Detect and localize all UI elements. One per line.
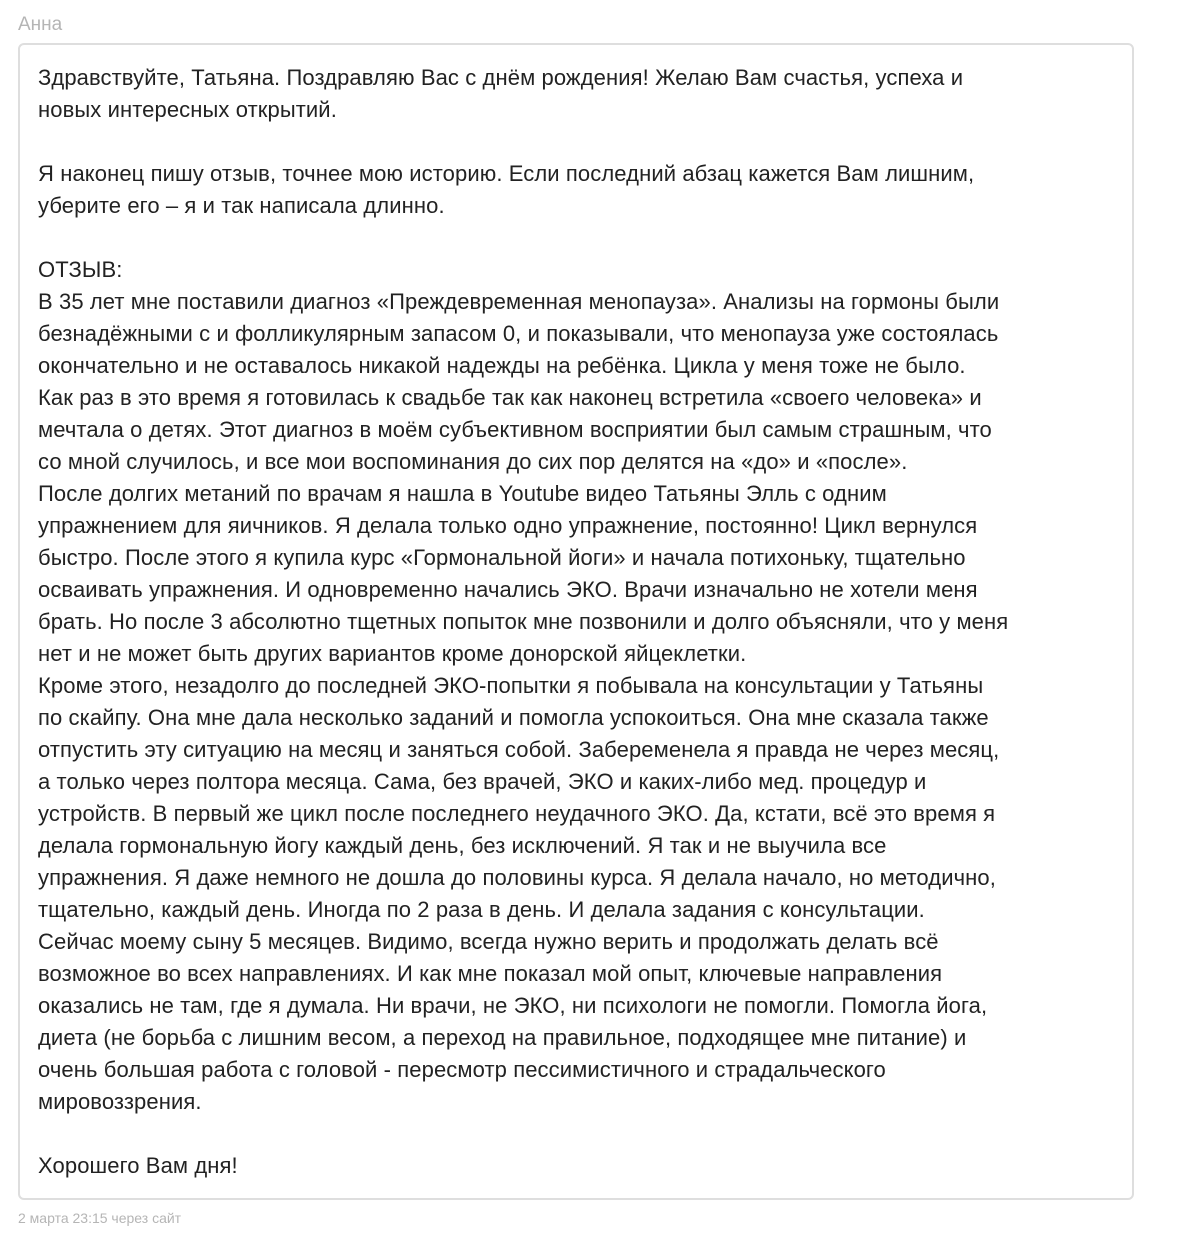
comment-line: брать. Но после 3 абсолютно тщетных попыток мне позвонили и долго объясняли, что у меня — [38, 609, 1009, 634]
comment-line — [38, 126, 1114, 158]
comment-line: по скайпу. Она мне дала несколько заданий и помогла успокоиться. Она мне сказала также — [38, 705, 989, 730]
comment-line: а только через полтора месяца. Сама, без врачей, ЭКО и каких-либо мед. процедур и — [38, 769, 927, 794]
comment-line: быстро. После этого я купила курс «Гормональной йоги» и начала потихоньку, тщательно — [38, 545, 966, 570]
comment-line: уберите его – я и так написала длинно. — [38, 193, 445, 218]
comment-line: Сейчас моему сыну 5 месяцев. Видимо, всегда нужно верить и продолжать делать всё — [38, 929, 939, 954]
comment-line: окончательно и не оставалось никакой надежды на ребёнка. Цикла у меня тоже не было. — [38, 353, 966, 378]
comment-line: Я наконец пишу отзыв, точнее мою историю. Если последний абзац кажется Вам лишним, — [38, 161, 975, 186]
comment-line: тщательно, каждый день. Иногда по 2 раза в день. И делала задания с консультации. — [38, 897, 925, 922]
comment-line: отпустить эту ситуацию на месяц и заняться собой. Забеременела я правда не через месяц, — [38, 737, 1000, 762]
comment-author: Анна — [18, 14, 63, 35]
comment-line: После долгих метаний по врачам я нашла в Youtube видео Татьяны Элль с одним — [38, 481, 887, 506]
comment-line: Здравствуйте, Татьяна. Поздравляю Вас с днём рождения! Желаю Вам счастья, успеха и — [38, 65, 964, 90]
comment-line: безнадёжными с и фолликулярным запасом 0, и показывали, что менопауза уже состоялась — [38, 321, 999, 346]
comment-text — [38, 62, 1114, 1182]
comment-line: оказались не там, где я думала. Ни врачи, не ЭКО, ни психологи не помогли. Помогла йога, — [38, 993, 988, 1018]
comment-line: упражнения. Я даже немного не дошла до половины курса. Я делала начало, но методично, — [38, 865, 996, 890]
comment-line: Как раз в это время я готовилась к свадьбе так как наконец встретила «своего человека» и — [38, 385, 982, 410]
comment-line: устройств. В первый же цикл после последнего неудачного ЭКО. Да, кстати, всё это время я — [38, 801, 996, 826]
comment-line: В 35 лет мне поставили диагноз «Преждевременная менопауза». Анализы на гормоны были — [38, 289, 1000, 314]
comment-line: диета (не борьба с лишним весом, а переход на правильное, подходящее мне питание) и — [38, 1025, 967, 1050]
comment-line: очень большая работа с головой - пересмотр пессимистичного и страдальческого — [38, 1057, 886, 1082]
comment-meta: 2 марта 23:15 через сайт — [18, 1210, 182, 1226]
comment-line: Кроме этого, незадолго до последней ЭКО-попытки я побывала на консультации у Татьяны — [38, 673, 984, 698]
comment-line: новых интересных открытий. — [38, 97, 337, 122]
comment-line: со мной случилось, и все мои воспоминания до сих пор делятся на «до» и «после». — [38, 449, 908, 474]
comment-line: упражнением для яичников. Я делала только одно упражнение, постоянно! Цикл вернулся — [38, 513, 978, 538]
comment-line: ОТЗЫВ: — [38, 257, 123, 282]
comment-line — [38, 1118, 1114, 1150]
comment-line: Хорошего Вам дня! — [38, 1153, 238, 1178]
comment-line — [38, 222, 1114, 254]
comment-bubble — [18, 43, 1134, 1200]
comment-line: осваивать упражнения. И одновременно начались ЭКО. Врачи изначально не хотели меня — [38, 577, 978, 602]
comment-line: мечтала о детях. Этот диагноз в моём субъективном восприятии был самым страшным, что — [38, 417, 992, 442]
comment-line: мировоззрения. — [38, 1089, 202, 1114]
comment-line: нет и не может быть других вариантов кроме донорской яйцеклетки. — [38, 641, 747, 666]
comment-line: возможное во всех направлениях. И как мне показал мой опыт, ключевые направления — [38, 961, 943, 986]
comment-line: делала гормональную йогу каждый день, без исключений. Я так и не выучила все — [38, 833, 887, 858]
